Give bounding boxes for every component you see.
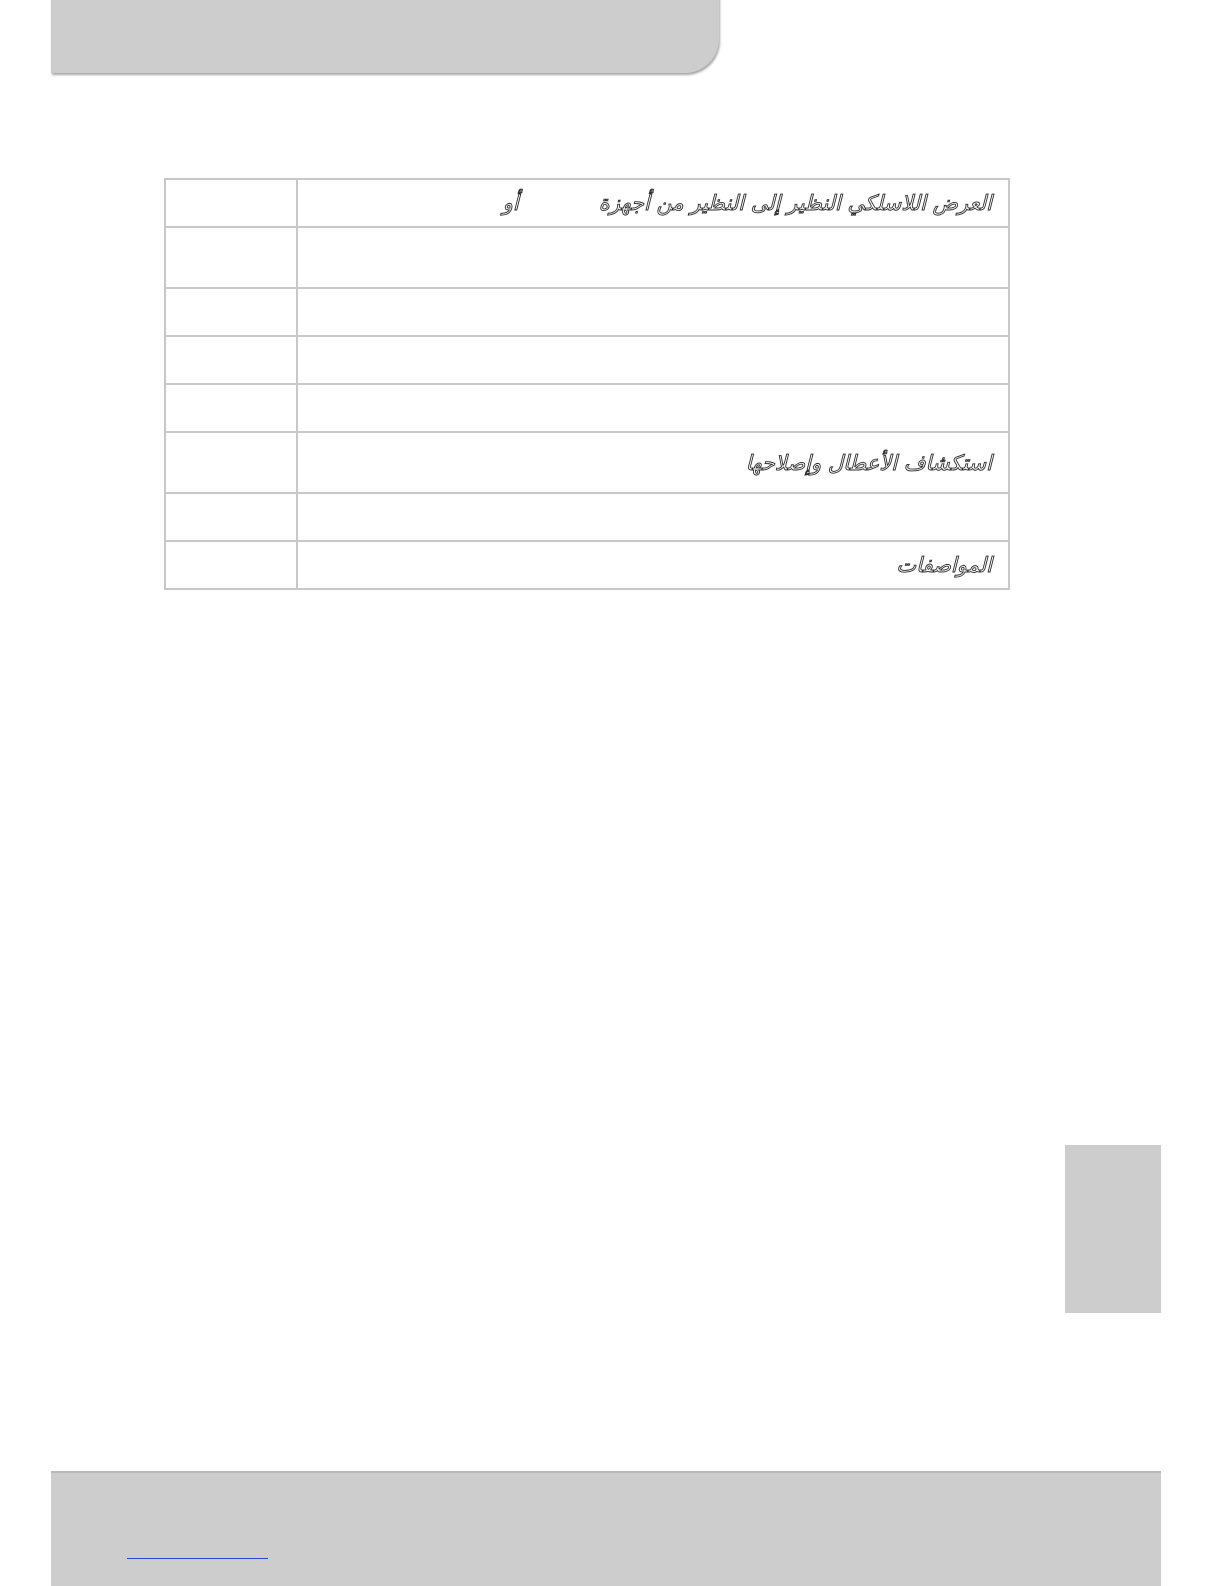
toc-row[interactable] [165, 541, 1009, 589]
toc-page-cell [165, 288, 297, 336]
toc-page-cell [165, 179, 297, 227]
toc-page-cell [165, 493, 297, 541]
toc-page-cell [165, 336, 297, 384]
toc-title-cell [297, 384, 1009, 432]
toc-title-cell [297, 227, 1009, 288]
toc-title-cell [297, 336, 1009, 384]
toc-table [164, 178, 1010, 590]
toc-row[interactable] [165, 432, 1009, 493]
footer-link[interactable] [127, 1558, 268, 1559]
side-section-tab [1065, 1145, 1161, 1313]
toc-page-cell [165, 227, 297, 288]
toc-title-cell [297, 288, 1009, 336]
toc-row[interactable] [165, 336, 1009, 384]
toc-title-part: أو [502, 191, 519, 215]
toc-title-cell: استكشاف الأعطال وإصلاحها [297, 432, 1009, 493]
toc-row[interactable] [165, 288, 1009, 336]
toc-row[interactable] [165, 493, 1009, 541]
toc-title-part: العرض اللاسلكي النظير إلى النظير من أجهزة [598, 191, 992, 215]
toc-page-cell [165, 384, 297, 432]
toc-page-cell [165, 541, 297, 589]
toc-title-cell: المواصفات [297, 541, 1009, 589]
toc-title-cell [297, 179, 1009, 227]
header-tab [51, 0, 719, 73]
toc-title-cell [297, 493, 1009, 541]
toc-row[interactable] [165, 384, 1009, 432]
toc-page-cell [165, 432, 297, 493]
toc-row[interactable] [165, 227, 1009, 288]
footer-band [51, 1471, 1161, 1586]
toc-row[interactable] [165, 179, 1009, 227]
